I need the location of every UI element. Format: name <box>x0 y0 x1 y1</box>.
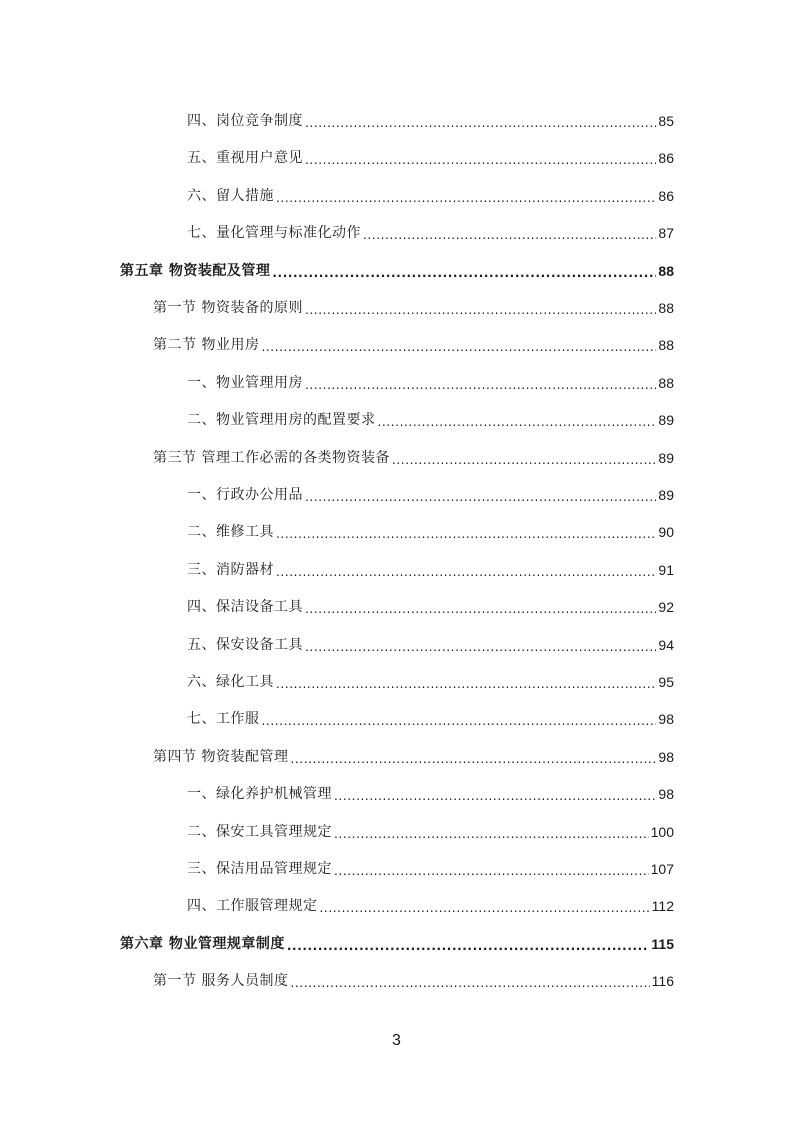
dot-leader <box>305 298 656 318</box>
toc-chapter-entry[interactable] <box>120 261 674 281</box>
toc-section-entry[interactable] <box>153 971 674 991</box>
dot-leader <box>392 448 656 468</box>
toc-entry[interactable] <box>187 822 674 842</box>
dot-leader <box>305 111 656 131</box>
toc-entry-title: 一、行政办公用品 <box>187 487 303 503</box>
toc-entry-title: 五、重视用户意见 <box>187 150 303 167</box>
toc-entry[interactable] <box>187 597 674 617</box>
toc-entry[interactable] <box>187 186 674 206</box>
dot-leader <box>276 522 656 542</box>
toc-entry[interactable] <box>187 148 674 168</box>
toc-entry-title: 四、岗位竞争制度 <box>187 113 303 129</box>
toc-entry[interactable] <box>187 896 674 916</box>
toc-entry-page: 116 <box>651 973 674 990</box>
toc-entry[interactable] <box>187 709 674 729</box>
toc-entry-title: 二、维修工具 <box>187 524 274 541</box>
toc-entry-title: 第二节 物业用房 <box>153 337 260 354</box>
toc-entry-title: 三、消防器材 <box>187 561 274 578</box>
toc-entry-page: 88 <box>658 374 674 391</box>
dot-leader <box>305 485 656 505</box>
toc-entry-title: 第三节 管理工作必需的各类物资装备 <box>153 449 390 466</box>
dot-leader <box>334 822 649 842</box>
toc-entry[interactable] <box>187 522 674 542</box>
toc-entry-page: 100 <box>650 823 674 840</box>
toc-entry-title: 第一节 物资装备的原则 <box>153 300 303 316</box>
toc-entry-title: 六、绿化工具 <box>187 674 274 690</box>
toc-entry-page: 88 <box>658 300 674 316</box>
toc-entry[interactable] <box>187 859 674 879</box>
toc-section-entry[interactable] <box>153 298 674 318</box>
toc-entry-page: 89 <box>658 487 674 503</box>
dot-leader <box>276 560 656 580</box>
toc-entry-title: 第四节 物资装配管理 <box>153 748 289 765</box>
toc-entry-page: 95 <box>658 674 674 690</box>
toc-entry[interactable] <box>187 373 674 393</box>
toc-entry-title: 七、量化管理与标准化动作 <box>187 225 361 242</box>
dot-leader <box>305 373 656 393</box>
dot-leader <box>363 223 656 243</box>
toc-entry-title: 四、保洁设备工具 <box>187 599 303 616</box>
toc-entry-title: 第五章 物资装配及管理 <box>120 262 271 279</box>
toc-entry-page: 98 <box>658 786 674 803</box>
toc-entry[interactable] <box>187 111 674 131</box>
toc-entry-page: 89 <box>658 449 674 466</box>
toc-entry-page: 94 <box>658 636 674 653</box>
toc-entry[interactable] <box>187 560 674 580</box>
toc-entry-title: 一、物业管理用房 <box>187 374 303 391</box>
dot-leader <box>334 784 656 804</box>
toc-entry-title: 四、工作服管理规定 <box>187 898 318 915</box>
toc-entry-title: 六、留人措施 <box>187 187 274 204</box>
toc-entry-title: 第一节 服务人员制度 <box>153 973 289 990</box>
toc-entry-title: 五、保安设备工具 <box>187 636 303 653</box>
dot-leader <box>334 859 649 879</box>
toc-chapter-entry[interactable] <box>120 934 674 954</box>
toc-entry-page: 92 <box>658 599 674 616</box>
toc-entry-page: 98 <box>658 748 674 765</box>
dot-leader <box>276 186 656 206</box>
toc-entry[interactable] <box>187 672 674 692</box>
dot-leader <box>305 148 656 168</box>
dot-leader <box>290 971 649 991</box>
toc-entry-page: 112 <box>651 898 674 915</box>
toc-entry-page: 115 <box>651 935 674 952</box>
dot-leader <box>290 747 656 767</box>
dot-leader <box>287 934 650 954</box>
dot-leader <box>378 410 657 430</box>
toc-entry-title: 一、绿化养护机械管理 <box>187 786 332 803</box>
dot-leader <box>305 635 656 655</box>
toc-entry[interactable] <box>187 784 674 804</box>
toc-entry-title: 七、工作服 <box>187 711 260 728</box>
page-number: 3 <box>392 1032 401 1049</box>
toc-entry-page: 107 <box>650 861 674 877</box>
toc-entry-page: 98 <box>658 711 674 728</box>
toc-section-entry[interactable] <box>153 747 674 767</box>
dot-leader <box>305 597 656 617</box>
dot-leader <box>272 261 656 281</box>
toc-entry[interactable] <box>187 635 674 655</box>
toc-entry-page: 86 <box>658 187 674 204</box>
toc-entry[interactable] <box>187 223 674 243</box>
toc-entry-page: 89 <box>658 412 674 429</box>
toc-entry-title: 第六章 物业管理规章制度 <box>120 935 285 952</box>
toc-entry-page: 85 <box>658 113 674 129</box>
toc-entry-title: 三、保洁用品管理规定 <box>187 861 332 877</box>
toc-entry-page: 88 <box>658 262 674 279</box>
toc-entry-page: 86 <box>658 150 674 167</box>
toc-entry-page: 90 <box>658 524 674 541</box>
toc-entry-page: 88 <box>658 337 674 354</box>
dot-leader <box>261 335 656 355</box>
dot-leader <box>262 709 657 729</box>
toc-entry-title: 二、物业管理用房的配置要求 <box>187 412 376 429</box>
toc-entry[interactable] <box>187 410 674 430</box>
toc-entry[interactable] <box>187 485 674 505</box>
toc-entry-title: 二、保安工具管理规定 <box>187 823 332 840</box>
toc-section-entry[interactable] <box>153 448 674 468</box>
toc-section-entry[interactable] <box>153 335 674 355</box>
dot-leader <box>276 672 656 692</box>
dot-leader <box>320 896 650 916</box>
toc-entry-page: 91 <box>658 561 674 578</box>
toc-entry-page: 87 <box>658 225 674 242</box>
